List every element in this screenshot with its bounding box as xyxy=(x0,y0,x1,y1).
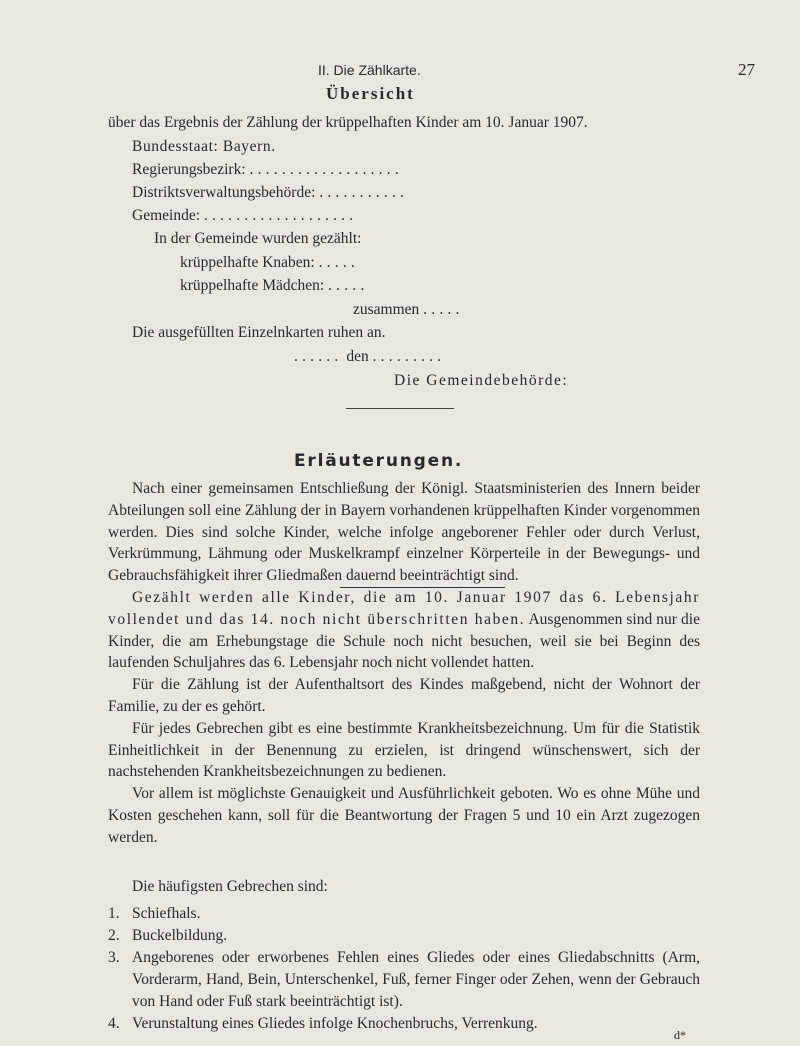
state-line: Bundesstaat: Bayern. xyxy=(132,138,276,155)
signature-line: Die Gemeindebehörde: xyxy=(394,372,569,389)
list-intro: Die häufigsten Gebrechen sind: xyxy=(132,878,328,895)
list-item-number: 1. xyxy=(108,905,120,922)
boys-label: krüppelhafte Knaben: xyxy=(180,254,315,271)
paragraph-2-rest: Ausgenommen sind nur die Kinder, die am Erhebungstage die Schule noch nicht besuchen, weil sie bei Beginn des laufenden Schuljahres das 6. Lebensjahr noch nicht vollendet hatten. xyxy=(108,610,700,672)
list-item-text: Angeborenes oder erworbenes Fehlen eines Gliedes oder eines Gliedabschnitts (Arm, Vorderarm, Hand, Bein, Unterschenkel, Fuß, ferner Finger oder Zehen, wenn der Gebrauch von Hand oder Fuß stark beeinträchtigt ist). xyxy=(132,949,700,1010)
list-item-number: 3. xyxy=(108,949,120,966)
municipality-label: Gemeinde: xyxy=(132,207,201,224)
date-line xyxy=(294,348,445,366)
counted-intro: In der Gemeinde wurden gezählt: xyxy=(154,230,362,247)
total-label: zusammen xyxy=(353,301,420,318)
cards-note: Die ausgefüllten Einzelnkarten ruhen an. xyxy=(132,324,386,341)
list-item-number: 4. xyxy=(108,1015,120,1032)
paragraph-3: Für die Zählung ist der Aufenthaltsort des Kindes maßgebend, nicht der Wohnort der Familie, zu der es gehört. xyxy=(108,676,700,715)
girls-line xyxy=(180,277,368,295)
list-item-text: Schiefhals. xyxy=(132,905,201,922)
district-dots: ................... xyxy=(249,161,403,178)
total-dots: ..... xyxy=(423,301,464,318)
authority-label: Distriktsverwaltungsbehörde: xyxy=(132,184,316,201)
girls-dots: ..... xyxy=(328,277,369,294)
overview-title: Übersicht xyxy=(326,84,415,103)
date-dots: ......... xyxy=(372,348,446,365)
boys-dots: ..... xyxy=(318,254,359,271)
paragraph-1: Nach einer gemeinsamen Entschließung der Königl. Staatsministerien des Innern beider Abteilungen soll eine Zählung der in Bayern vorhandenen krüppelhaften Kinder vorgenommen werden. Dies sind solche Kinder, welche infolge angeborener Fehler oder durch Verlust, Verkrümmung, Lähmung oder Muskelkrampf einzelner Körperteile in der Bewegungs- und Gebrauchsfähigkeit ihrer Gliedmaßen dauernd beeinträchtigt sind. xyxy=(108,480,700,585)
total-line xyxy=(353,301,464,319)
running-header: II. Die Zählkarte. xyxy=(318,62,421,78)
section-divider xyxy=(346,408,454,409)
place-dots: ...... xyxy=(294,348,343,365)
girls-label: krüppelhafte Mädchen: xyxy=(180,277,325,294)
signature-mark: d* xyxy=(674,1028,686,1042)
district-line xyxy=(132,161,403,179)
list-item-text: Verunstaltung eines Gliedes infolge Knochenbruchs, Verrenkung. xyxy=(132,1015,538,1032)
authority-line xyxy=(132,184,408,202)
date-word: den xyxy=(346,348,369,365)
municipality-dots: ................... xyxy=(203,207,358,224)
explanations-body xyxy=(108,478,700,849)
defects-list xyxy=(108,903,700,1033)
list-item-text: Buckelbildung. xyxy=(132,927,228,944)
municipality-line xyxy=(132,207,357,225)
explanations-title: Erläuterungen. xyxy=(294,451,464,471)
paragraph-2 xyxy=(108,587,700,674)
list-item-number: 2. xyxy=(108,927,120,944)
paragraph-2-emphasis: Gezählt werden alle Kinder, die am 10. Januar 1907 das 6. Lebensjahr vollendet und das 14. noch nicht überschritten haben. xyxy=(108,588,700,628)
district-label: Regierungsbezirk: xyxy=(132,161,246,178)
authority-dots: ........... xyxy=(319,184,409,201)
page-number: 27 xyxy=(738,60,755,79)
paragraph-4: Für jedes Gebrechen gibt es eine bestimmte Krankheitsbezeichnung. Um für die Statistik Einheitlichkeit in der Benennung zu erzielen, ist dringend wünschenswert, sich der nachstehenden Krankheitsbezeichnungen zu bedienen. xyxy=(108,719,700,781)
boys-line xyxy=(180,254,359,272)
paragraph-5: Vor allem ist möglichste Genauigkeit und Ausführlichkeit geboten. Wo es ohne Mühe und Kosten geschehen kann, soll für die Beantwortung der Fragen 5 und 10 ein Arzt zugezogen werden. xyxy=(108,785,700,846)
overview-subtitle: über das Ergebnis der Zählung der krüppelhaften Kinder am 10. Januar 1907. xyxy=(108,114,588,131)
